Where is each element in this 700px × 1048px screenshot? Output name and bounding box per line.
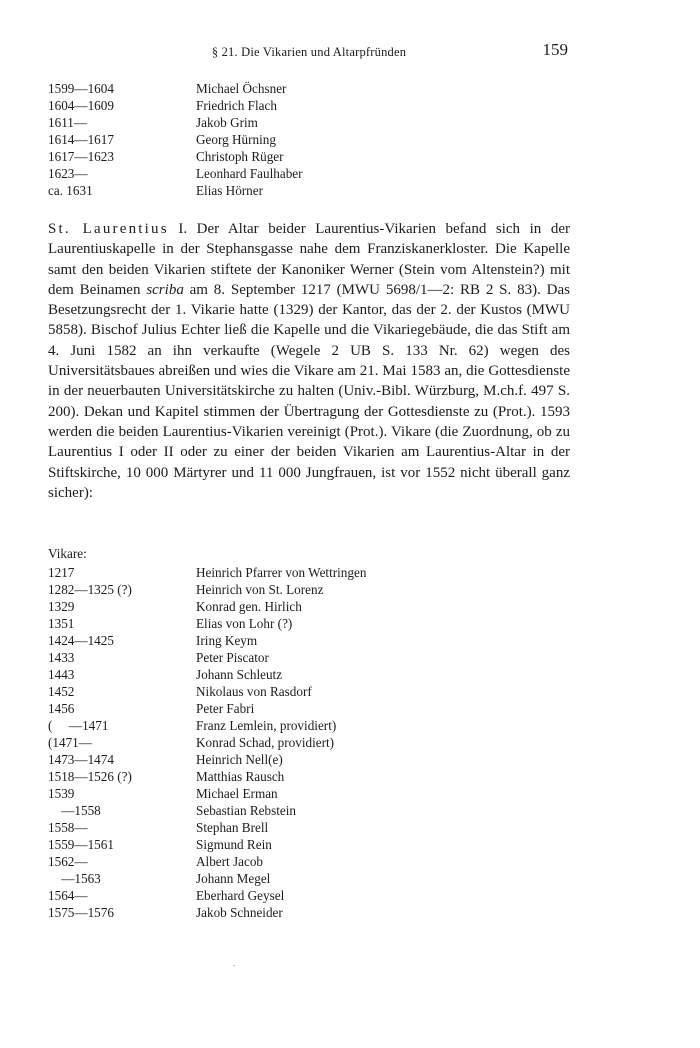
entry-name: Leonhard Faulhaber <box>196 166 303 181</box>
list-item <box>48 80 303 97</box>
entry-date: 1617—1623 <box>48 149 114 164</box>
list-item <box>48 666 366 683</box>
list-item <box>48 802 366 819</box>
list-item <box>48 870 366 887</box>
entry-name: Nikolaus von Rasdorf <box>196 684 312 699</box>
list-item <box>48 751 366 768</box>
entry-date: 1562— <box>48 854 88 869</box>
entry-name: Stephan Brell <box>196 820 269 835</box>
list-item <box>48 700 366 717</box>
entry-name: Iring Keym <box>196 633 258 648</box>
list-item <box>48 649 366 666</box>
entry-date: 1604—1609 <box>48 98 114 113</box>
entry-name: Konrad Schad, providiert) <box>196 735 335 750</box>
list-item <box>48 598 366 615</box>
entry-name: Peter Piscator <box>196 650 269 665</box>
entry-date: 1217 <box>48 565 75 580</box>
list-item <box>48 785 366 802</box>
scan-speck <box>233 965 235 966</box>
entry-name: Sigmund Rein <box>196 837 272 852</box>
entry-name: Michael Öchsner <box>196 81 287 96</box>
list-item <box>48 734 366 751</box>
entry-date: 1564— <box>48 888 88 903</box>
entry-name: Jakob Grim <box>196 115 258 130</box>
vicar-list-continued <box>48 80 303 199</box>
vikare-list <box>48 564 366 921</box>
entry-date: 1599—1604 <box>48 81 114 96</box>
list-item <box>48 632 366 649</box>
running-title: § 21. Die Vikarien und Altarpfründen <box>211 45 407 59</box>
entry-date: 1329 <box>48 599 75 614</box>
entry-name: Konrad gen. Hirlich <box>196 599 302 614</box>
entry-date: 1351 <box>48 616 75 631</box>
section-lead: St. Laurentius <box>48 221 169 237</box>
entry-name: Georg Hürning <box>196 132 276 147</box>
paragraph-text-part-2: am 8. September 1217 (MWU 5698/1—2: RB 2 S. 83). Das Besetzungsrecht der 1. Vikarie hatte (1329) der Kantor, das der 2. der Kustos (MWU 5858). Bischof Julius Echter ließ die Kapelle und die Vikariegebäude, die das Stift am 4. Juni 1582 an ihn verkaufte (Wegele 2 UB S. 133 Nr. 62) wegen des Universitätsbaues abreißen und wies die Vikare am 21. Mai 1583 an, die Gottesdienste in der neuerbauten Universitätskirche zu halten (Univ.-Bibl. Würzburg, M.ch.f. 497 S. 200). Dekan und Kapitel stimmen der Übertragung der Gottesdienste zu (Prot.). 1593 werden die beiden Laurentius-Vikarien vereinigt (Prot.). Vikare (die Zuordnung, ob zu Laurentius I oder II oder zu einer der beiden Vikarien am Laurentius-Altar in der Stiftskirche, 10 000 Märtyrer und 11 000 Jungfrauen, ist vor 1552 nicht überall ganz sicher): <box>48 281 571 501</box>
entry-name: Christoph Rüger <box>196 149 284 164</box>
paragraph-text-part-1: I. Der Altar beider Laurentius-Vikarien befand sich in der Laurentiuskapelle in der Stephansgasse nahe dem Franziskanerkloster. Die Kapelle samt den beiden Vikarien stiftete der Kanoniker Werner (Stein vom Altenstein?) mit dem Beinamen <box>48 221 570 298</box>
paragraph-italic-term: scriba <box>146 281 184 298</box>
entry-date: 1456 <box>48 701 75 716</box>
entry-date: —1558 <box>48 803 101 818</box>
entry-name: Johann Schleutz <box>196 667 283 682</box>
entry-date: 1473—1474 <box>48 752 114 767</box>
entry-date: ca. 1631 <box>48 183 93 198</box>
entry-name: Friedrich Flach <box>196 98 277 113</box>
entry-name: Matthias Rausch <box>196 769 285 784</box>
entry-name: Elias von Lohr (?) <box>196 616 293 631</box>
list-item <box>48 887 366 904</box>
entry-name: Eberhard Geysel <box>196 888 285 903</box>
entry-date: 1518—1526 (?) <box>48 769 132 784</box>
entry-date: —1563 <box>48 871 101 886</box>
entry-date: 1623— <box>48 166 88 181</box>
list-item <box>48 97 303 114</box>
entry-date: 1424—1425 <box>48 633 114 648</box>
entry-date: 1575—1576 <box>48 905 114 920</box>
entry-date: 1558— <box>48 820 88 835</box>
entry-date: 1433 <box>48 650 75 665</box>
list-item <box>48 717 366 734</box>
entry-name: Heinrich Nell(e) <box>196 752 283 767</box>
entry-name: Heinrich Pfarrer von Wettringen <box>196 565 367 580</box>
entry-name: Peter Fabri <box>196 701 255 716</box>
st-laurentius-paragraph <box>48 219 570 503</box>
entry-date: 1539 <box>48 786 75 801</box>
list-item <box>48 148 303 165</box>
vikare-heading: Vikare: <box>48 546 87 561</box>
entry-name: Sebastian Rebstein <box>196 803 296 818</box>
entry-date: 1614—1617 <box>48 132 114 147</box>
list-item <box>48 615 366 632</box>
entry-name: Heinrich von St. Lorenz <box>196 582 324 597</box>
entry-name: Michael Erman <box>196 786 278 801</box>
page-number: 159 <box>542 40 568 59</box>
entry-name: Franz Lemlein, providiert) <box>196 718 337 733</box>
entry-name: Johann Megel <box>196 871 271 886</box>
entry-date: 1611— <box>48 115 88 130</box>
entry-name: Albert Jacob <box>196 854 264 869</box>
entry-date: 1282—1325 (?) <box>48 582 132 597</box>
entry-date: 1452 <box>48 684 75 699</box>
list-item <box>48 581 366 598</box>
list-item <box>48 165 303 182</box>
list-item <box>48 853 366 870</box>
list-item <box>48 768 366 785</box>
list-item <box>48 114 303 131</box>
entry-name: Elias Hörner <box>196 183 264 198</box>
entry-date: 1559—1561 <box>48 837 114 852</box>
entry-date: (1471— <box>48 735 92 750</box>
entry-name: Jakob Schneider <box>196 905 283 920</box>
page-header <box>48 40 570 64</box>
list-item <box>48 683 366 700</box>
list-item <box>48 131 303 148</box>
entry-date: ( —1471 <box>48 718 109 733</box>
list-item <box>48 564 366 581</box>
list-item <box>48 904 366 921</box>
entry-date: 1443 <box>48 667 75 682</box>
list-item <box>48 819 366 836</box>
list-item <box>48 182 303 199</box>
list-item <box>48 836 366 853</box>
